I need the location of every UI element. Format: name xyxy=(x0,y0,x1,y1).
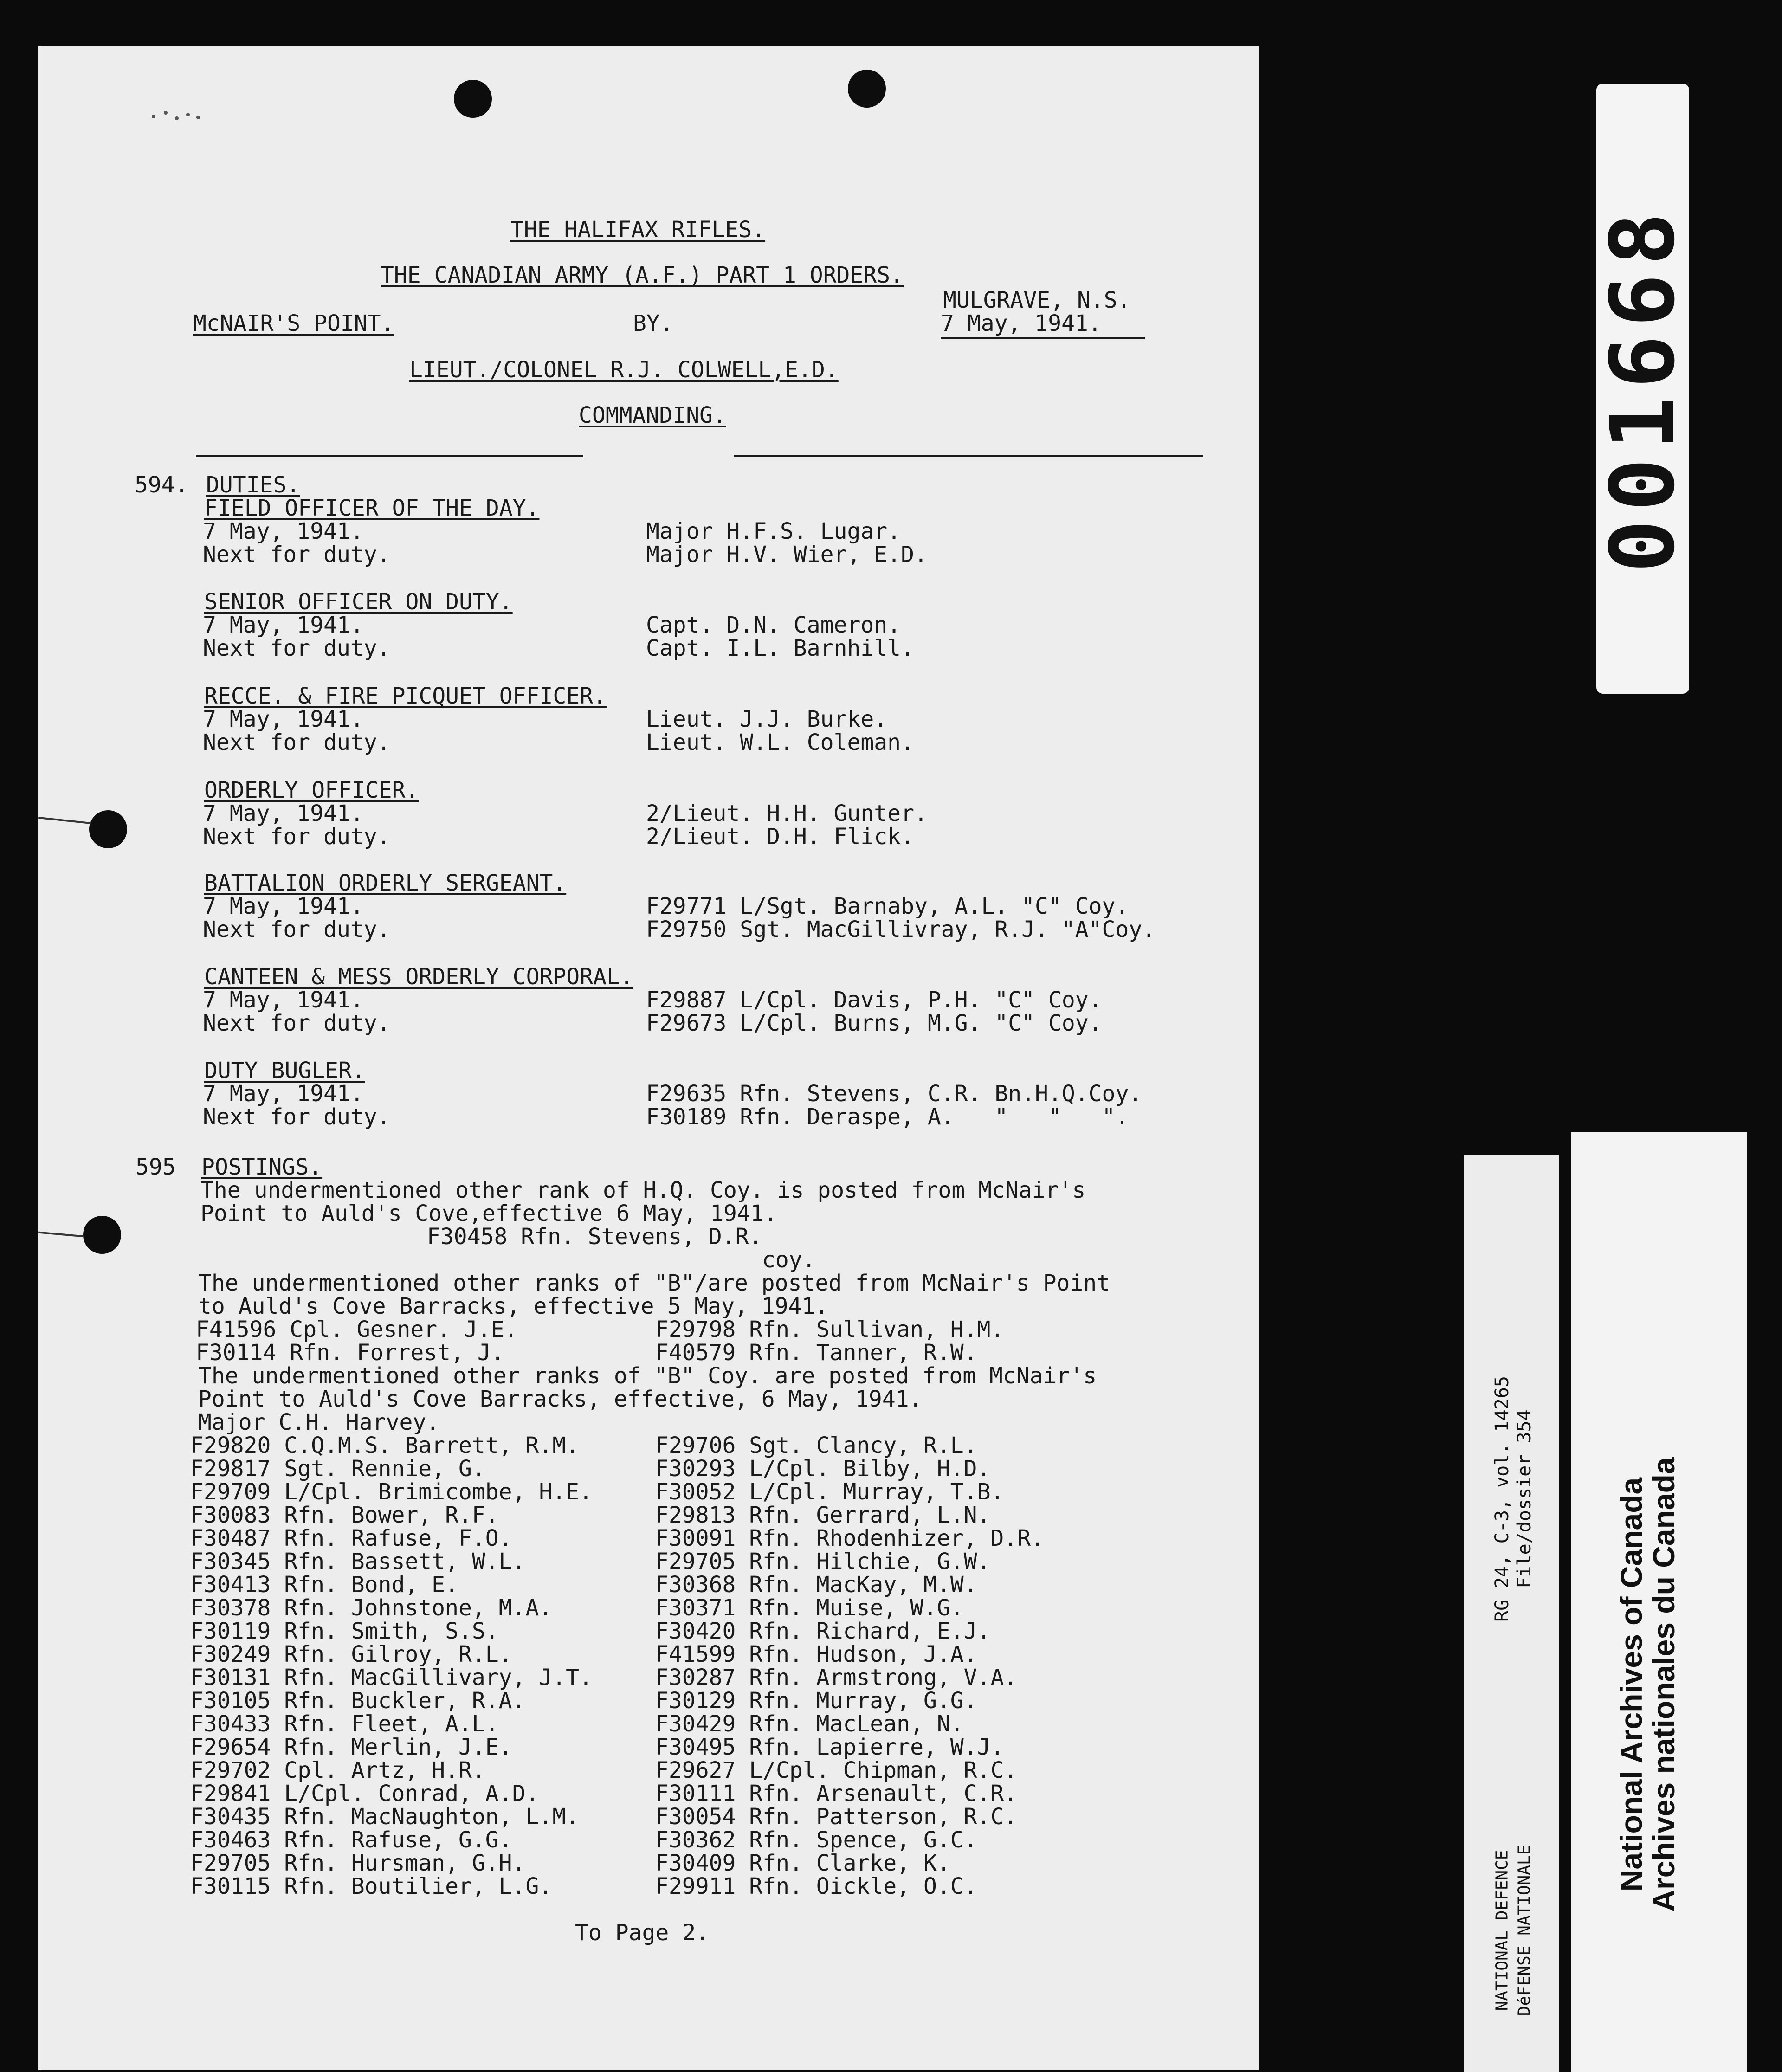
duty-group-title: ORDERLY OFFICER. xyxy=(204,777,419,803)
posted-soldier: F30368 Rfn. MacKay, M.W. xyxy=(655,1572,977,1598)
posting-person: F30458 Rfn. Stevens, D.R. xyxy=(427,1224,762,1250)
punch-hole-top-right xyxy=(848,70,886,108)
posted-soldier: F30052 L/Cpl. Murray, T.B. xyxy=(655,1479,1004,1505)
hole-mark-line xyxy=(38,817,91,824)
posted-soldier: F30371 Rfn. Muise, W.G. xyxy=(655,1595,964,1621)
posted-soldier: F41599 Rfn. Hudson, J.A. xyxy=(655,1641,977,1667)
posted-soldier: F30429 Rfn. MacLean, N. xyxy=(655,1711,964,1737)
order-subtitle: THE CANADIAN ARMY (A.F.) PART 1 ORDERS. xyxy=(381,262,904,288)
posted-soldier: F30114 Rfn. Forrest, J. xyxy=(196,1340,504,1366)
duty-group-title: DUTY BUGLER. xyxy=(204,1058,365,1084)
duty-assignee: F29887 L/Cpl. Davis, P.H. "C" Coy. xyxy=(646,987,1102,1013)
hole-mark-line xyxy=(38,1232,84,1238)
duty-group-title: BATTALION ORDERLY SERGEANT. xyxy=(204,870,567,896)
duty-assignee: Major H.F.S. Lugar. xyxy=(646,518,901,544)
posted-soldier: F30495 Rfn. Lapierre, W.J. xyxy=(655,1734,1004,1760)
handwritten-insert: coy. xyxy=(762,1247,816,1273)
duty-date: 7 May, 1941. xyxy=(203,893,364,919)
duty-date: 7 May, 1941. xyxy=(203,800,364,826)
frame-number-strip xyxy=(1591,84,1694,694)
posted-soldier: F30463 Rfn. Rafuse, G.G. xyxy=(190,1827,512,1853)
duty-assignee: 2/Lieut. H.H. Gunter. xyxy=(646,800,928,826)
posted-soldier: F29813 Rfn. Gerrard, L.N. xyxy=(655,1502,991,1528)
ink-smudge xyxy=(152,109,203,123)
duty-assignee: F29750 Sgt. MacGillivray, R.J. "A"Coy. xyxy=(646,917,1156,942)
posted-soldier: F30287 Rfn. Armstrong, V.A. xyxy=(655,1665,1018,1691)
posted-soldier: F30111 Rfn. Arsenault, C.R. xyxy=(655,1781,1018,1807)
posted-soldier: F30129 Rfn. Murray, G.G. xyxy=(655,1688,977,1714)
duty-assignee: F30189 Rfn. Deraspe, A. " " ". xyxy=(646,1104,1129,1130)
archives-name-en: National Archives of Canada xyxy=(1614,1477,1648,1892)
continued-footer: To Page 2. xyxy=(575,1920,709,1946)
document-page xyxy=(38,46,1259,2070)
posted-soldier: F30487 Rfn. Rafuse, F.O. xyxy=(190,1525,512,1551)
divider-left xyxy=(196,455,583,457)
reference-line-2: File/dossier 354 xyxy=(1514,1409,1535,1588)
posted-soldier: F29911 Rfn. Oickle, O.C. xyxy=(655,1873,977,1899)
posted-soldier: F40579 Rfn. Tanner, R.W. xyxy=(655,1340,977,1366)
posted-soldier: F30091 Rfn. Rhodenhizer, D.R. xyxy=(655,1525,1045,1551)
posted-soldier: F29705 Rfn. Hursman, G.H. xyxy=(190,1850,526,1876)
duty-assignee: Lieut. J.J. Burke. xyxy=(646,706,888,732)
punch-hole-top-left xyxy=(454,80,492,118)
posted-soldier: F30378 Rfn. Johnstone, M.A. xyxy=(190,1595,553,1621)
posted-soldier: F29627 L/Cpl. Chipman, R.C. xyxy=(655,1757,1018,1783)
section-number-duties: 594. xyxy=(135,472,188,498)
duty-group-title: CANTEEN & MESS ORDERLY CORPORAL. xyxy=(204,964,633,990)
place-left: McNAIR'S POINT. xyxy=(193,310,394,336)
posted-soldier: F30115 Rfn. Boutilier, L.G. xyxy=(190,1873,553,1899)
order-title: THE HALIFAX RIFLES. xyxy=(510,217,766,243)
duty-date: 7 May, 1941. xyxy=(203,706,364,732)
posting-text: Major C.H. Harvey. xyxy=(198,1409,440,1435)
section-heading-postings: POSTINGS. xyxy=(201,1154,323,1180)
duty-group-title: RECCE. & FIRE PICQUET OFFICER. xyxy=(204,683,607,709)
archives-label xyxy=(1571,1132,1747,2072)
punch-hole-left-lower xyxy=(83,1216,121,1254)
posting-text: The undermentioned other rank of H.Q. Coy. is posted from McNair's xyxy=(200,1177,1086,1203)
reference-label xyxy=(1464,1155,1559,2072)
archives-name-fr: Archives nationales du Canada xyxy=(1646,1457,1681,1912)
order-date: 7 May, 1941. xyxy=(941,310,1102,336)
posted-soldier: F29841 L/Cpl. Conrad, A.D. xyxy=(190,1781,539,1807)
duty-date: Next for duty. xyxy=(203,635,391,661)
duty-date: Next for duty. xyxy=(203,729,391,755)
posted-soldier: F29705 Rfn. Hilchie, G.W. xyxy=(655,1549,991,1575)
posted-soldier: F30345 Rfn. Bassett, W.L. xyxy=(190,1549,526,1575)
reference-line-1: RG 24, C-3, vol. 14265 xyxy=(1491,1376,1513,1622)
posted-soldier: F30105 Rfn. Buckler, R.A. xyxy=(190,1688,526,1714)
duty-assignee: Capt. I.L. Barnhill. xyxy=(646,635,914,661)
duty-date: Next for duty. xyxy=(203,542,391,568)
posted-soldier: F30413 Rfn. Bond, E. xyxy=(190,1572,458,1598)
duty-date: 7 May, 1941. xyxy=(203,612,364,638)
duty-assignee: Major H.V. Wier, E.D. xyxy=(646,542,928,568)
duty-group-title: FIELD OFFICER OF THE DAY. xyxy=(204,495,540,521)
place-right: MULGRAVE, N.S. xyxy=(943,287,1131,313)
posted-soldier: F30433 Rfn. Fleet, A.L. xyxy=(190,1711,499,1737)
posting-text: The undermentioned other ranks of "B" Coy. are posted from McNair's xyxy=(198,1363,1097,1389)
posted-soldier: F30083 Rfn. Bower, R.F. xyxy=(190,1502,499,1528)
posted-soldier: F30409 Rfn. Clarke, K. xyxy=(655,1850,950,1876)
posting-text: to Auld's Cove Barracks, effective 5 May, 1941. xyxy=(198,1293,829,1319)
posted-soldier: F29798 Rfn. Sullivan, H.M. xyxy=(655,1317,1004,1343)
date-underline xyxy=(941,337,1145,339)
commander-name: LIEUT./COLONEL R.J. COLWELL,E.D. xyxy=(409,357,839,383)
duty-date: Next for duty. xyxy=(203,1104,391,1130)
duty-group-title: SENIOR OFFICER ON DUTY. xyxy=(204,589,513,615)
duty-assignee: 2/Lieut. D.H. Flick. xyxy=(646,824,914,850)
posted-soldier: F30435 Rfn. MacNaughton, L.M. xyxy=(190,1804,580,1830)
duty-assignee: F29635 Rfn. Stevens, C.R. Bn.H.Q.Coy. xyxy=(646,1081,1143,1107)
duty-assignee: Capt. D.N. Cameron. xyxy=(646,612,901,638)
posted-soldier: F30054 Rfn. Patterson, R.C. xyxy=(655,1804,1018,1830)
posted-soldier: F30293 L/Cpl. Bilby, H.D. xyxy=(655,1456,991,1482)
by-label: BY. xyxy=(633,310,673,336)
posted-soldier: F30362 Rfn. Spence, G.C. xyxy=(655,1827,977,1853)
punch-hole-left-upper xyxy=(89,810,127,848)
duty-assignee: Lieut. W.L. Coleman. xyxy=(646,729,914,755)
posted-soldier: F30420 Rfn. Richard, E.J. xyxy=(655,1618,991,1644)
duty-date: Next for duty. xyxy=(203,917,391,942)
posted-soldier: F30249 Rfn. Gilroy, R.L. xyxy=(190,1641,512,1667)
section-heading-duties: DUTIES. xyxy=(206,472,300,498)
department-line-1: NATIONAL DEFENCE xyxy=(1492,1850,1512,2011)
posting-text: Point to Auld's Cove,effective 6 May, 1941. xyxy=(200,1201,777,1226)
posted-soldier: F30119 Rfn. Smith, S.S. xyxy=(190,1618,499,1644)
posted-soldier: F29817 Sgt. Rennie, G. xyxy=(190,1456,485,1482)
posted-soldier: F41596 Cpl. Gesner. J.E. xyxy=(196,1317,518,1343)
department-line-2: DéFENSE NATIONALE xyxy=(1515,1845,1534,2016)
duty-date: Next for duty. xyxy=(203,1010,391,1036)
posted-soldier: F29820 C.Q.M.S. Barrett, R.M. xyxy=(190,1433,580,1459)
duty-date: 7 May, 1941. xyxy=(203,987,364,1013)
commanding-label: COMMANDING. xyxy=(579,402,726,428)
posted-soldier: F29709 L/Cpl. Brimicombe, H.E. xyxy=(190,1479,593,1505)
duty-assignee: F29673 L/Cpl. Burns, M.G. "C" Coy. xyxy=(646,1010,1102,1036)
duty-date: 7 May, 1941. xyxy=(203,1081,364,1107)
posted-soldier: F30131 Rfn. MacGillivary, J.T. xyxy=(190,1665,593,1691)
frame-number: 001668 xyxy=(1591,204,1694,573)
posted-soldier: F29702 Cpl. Artz, H.R. xyxy=(190,1757,485,1783)
divider-right xyxy=(734,455,1203,457)
posting-text: The undermentioned other ranks of "B"/are posted from McNair's Point xyxy=(198,1270,1111,1296)
posted-soldier: F29654 Rfn. Merlin, J.E. xyxy=(190,1734,512,1760)
posting-text: Point to Auld's Cove Barracks, effective, 6 May, 1941. xyxy=(198,1386,923,1412)
section-number-postings: 595 xyxy=(136,1154,176,1180)
duty-assignee: F29771 L/Sgt. Barnaby, A.L. "C" Coy. xyxy=(646,893,1129,919)
duty-date: Next for duty. xyxy=(203,824,391,850)
duty-date: 7 May, 1941. xyxy=(203,518,364,544)
posted-soldier: F29706 Sgt. Clancy, R.L. xyxy=(655,1433,977,1459)
